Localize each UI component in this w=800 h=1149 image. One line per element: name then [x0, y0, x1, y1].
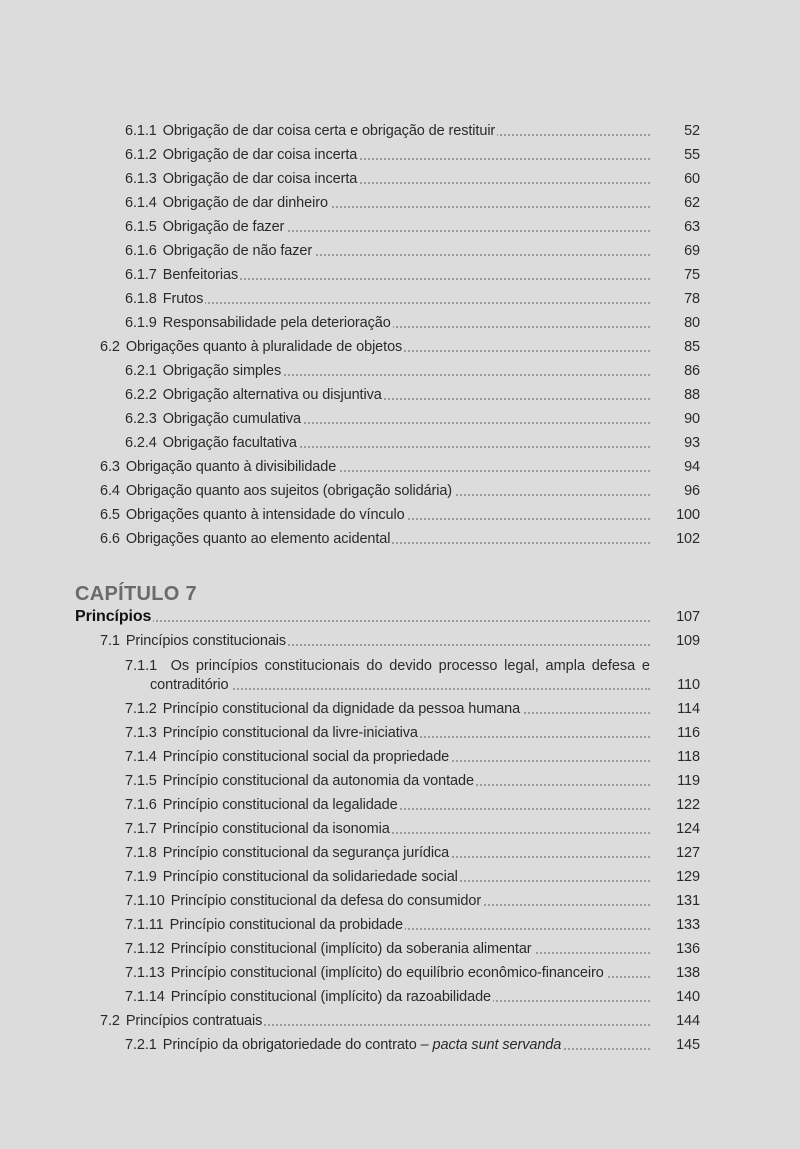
page-number: 93: [684, 435, 700, 451]
toc-entry[interactable]: [0, 241, 800, 265]
toc-entry-title: [125, 699, 522, 719]
toc-entry-title: [125, 361, 283, 381]
toc-entry-text: Princípio constitucional (implícito) da razoabilidade: [170, 989, 492, 1005]
toc-entry-title: [125, 843, 451, 863]
toc-entry-number: 6.4: [100, 483, 120, 499]
toc-entry[interactable]: [0, 963, 800, 987]
page-number: 109: [676, 633, 700, 649]
toc-entry[interactable]: [0, 891, 800, 915]
page-number: 62: [684, 195, 700, 211]
toc-entry-number: 7.1: [100, 633, 120, 649]
page-number: 75: [684, 267, 700, 283]
toc-entry-number: 7.1.11: [125, 917, 164, 933]
toc-entry-title: [125, 1035, 563, 1055]
page-number: 110: [677, 677, 700, 693]
toc-entry-text: Obrigação de não fazer: [162, 243, 313, 259]
chapter-label: CAPÍTULO 7: [75, 583, 197, 605]
toc-entry-title: [125, 289, 205, 309]
toc-entry-title: [125, 433, 299, 453]
page-number: 102: [676, 531, 700, 547]
toc-entry[interactable]: [0, 385, 800, 409]
toc-entry-number: 6.1.6: [125, 243, 157, 259]
toc-entry-text: Obrigação quanto aos sujeitos (obrigação solidária): [125, 483, 453, 499]
page-number: 52: [684, 123, 700, 139]
toc-entry-text: Obrigações quanto ao elemento acidental: [125, 531, 391, 547]
page-number: 96: [684, 483, 700, 499]
toc-entry[interactable]: [0, 121, 800, 145]
toc-entry-title: [125, 121, 497, 141]
page-number: 86: [684, 363, 700, 379]
toc-entry[interactable]: [0, 795, 800, 819]
toc-entry-text: Princípio constitucional (implícito) da soberania alimentar: [170, 941, 532, 957]
toc-entry[interactable]: [0, 529, 800, 553]
toc-entry-number: 6.1.8: [125, 291, 157, 307]
toc-entry-text: Obrigação de dar coisa certa e obrigação de restituir: [162, 123, 496, 139]
toc-entry[interactable]: [0, 169, 800, 193]
toc-entry-number: 6.1.1: [125, 123, 157, 139]
toc-entry-title: [125, 747, 451, 767]
toc-entry-text: Princípio constitucional social da propriedade: [162, 749, 450, 765]
toc-entry[interactable]: [0, 481, 800, 505]
toc-entry[interactable]: [0, 819, 800, 843]
page-number: 144: [676, 1013, 700, 1029]
toc-entry-number: 6.2.1: [125, 363, 157, 379]
toc-entry-number: 7.1.3: [125, 725, 157, 741]
toc-entry[interactable]: [0, 193, 800, 217]
toc-entry-title: [125, 241, 314, 261]
toc-entry-number: 6.2.2: [125, 387, 157, 403]
toc-entry-title: [100, 505, 407, 525]
page-number: 69: [684, 243, 700, 259]
toc-entry-text: Obrigação de dar coisa incerta: [162, 171, 358, 187]
toc-entry-text: Obrigação cumulativa: [162, 411, 301, 427]
toc-entry-text: Princípio constitucional (implícito) do equilíbrio econômico-financeiro: [170, 965, 604, 981]
page-number: 100: [676, 507, 700, 523]
toc-entry-text-line1: Os princípios constitucionais do devido processo legal, ampla defesa e: [170, 658, 650, 674]
toc-entry-text: Frutos: [162, 291, 204, 307]
toc-entry-number: 7.1.5: [125, 773, 157, 789]
toc-entry-text: Princípio constitucional da solidariedade social: [162, 869, 458, 885]
page-number: 127: [676, 845, 700, 861]
toc-entry-title: [125, 987, 493, 1007]
toc-entry[interactable]: [0, 289, 800, 313]
toc-entry-number: 7.1.6: [125, 797, 157, 813]
toc-entry-title: [125, 169, 359, 189]
page-number: 124: [676, 821, 700, 837]
toc-entry[interactable]: [0, 699, 800, 723]
toc-entry-text: Princípio da obrigatoriedade do contrato –: [162, 1037, 429, 1053]
toc-entry-number: 7.1.2: [125, 701, 157, 717]
toc-entry-text: Obrigação de dar dinheiro: [162, 195, 328, 211]
toc-entry-number: 7.1.7: [125, 821, 157, 837]
toc-entry-text: Obrigação alternativa ou disjuntiva: [162, 387, 382, 403]
toc-entry-title: [100, 529, 392, 549]
toc-entry[interactable]: [0, 505, 800, 529]
toc-entry-number: 7.1.14: [125, 989, 165, 1005]
toc-entry-title: [125, 313, 393, 333]
toc-entry-text: Princípios contratuais: [125, 1013, 263, 1029]
toc-entry-multiline[interactable]: [125, 656, 650, 676]
toc-entry[interactable]: [0, 915, 800, 939]
toc-entry[interactable]: [0, 747, 800, 771]
toc-entry-number: 6.3: [100, 459, 120, 475]
toc-entry-text: Obrigações quanto à intensidade do vínculo: [125, 507, 405, 523]
toc-entry-text: Benfeitorias: [162, 267, 239, 283]
page-number: 85: [684, 339, 700, 355]
toc-entry-number: 6.2.3: [125, 411, 157, 427]
toc-entry-text: Obrigações quanto à pluralidade de objetos: [125, 339, 403, 355]
toc-entry[interactable]: [0, 433, 800, 457]
toc-entry-text: Obrigação facultativa: [162, 435, 297, 451]
page-number: 131: [676, 893, 700, 909]
toc-entry-title: [125, 217, 286, 237]
toc-entry-title: [125, 963, 606, 983]
toc-entry[interactable]: [0, 409, 800, 433]
toc-entry[interactable]: [0, 723, 800, 747]
toc-entry-text: Princípio constitucional da isonomia: [162, 821, 390, 837]
toc-entry-text: Princípio constitucional da segurança jurídica: [162, 845, 450, 861]
toc-entry[interactable]: [0, 939, 800, 963]
page-number: 90: [684, 411, 700, 427]
toc-entry-number: 6.1.5: [125, 219, 157, 235]
toc-entry[interactable]: [0, 987, 800, 1011]
toc-entry-number: 6.5: [100, 507, 120, 523]
toc-entry[interactable]: [0, 843, 800, 867]
toc-entry-title: [125, 145, 359, 165]
toc-entry-number: 7.1.10: [125, 893, 165, 909]
toc-entry-title: [100, 631, 288, 651]
leader-dots: [75, 620, 650, 622]
toc-entry-title: [125, 193, 330, 213]
page-number: 122: [676, 797, 700, 813]
toc-entry-title: [100, 1011, 264, 1031]
toc-entry-text: Princípio constitucional da legalidade: [162, 797, 398, 813]
page-number: 133: [676, 917, 700, 933]
toc-entry-text: Princípio constitucional da autonomia da vontade: [162, 773, 474, 789]
toc-entry[interactable]: [0, 265, 800, 289]
toc-entry[interactable]: [0, 631, 800, 655]
toc-entry-number: 6.2.4: [125, 435, 157, 451]
toc-entry-continuation[interactable]: [0, 675, 800, 699]
page-number: 80: [684, 315, 700, 331]
page-number: 119: [677, 773, 700, 789]
toc-entry-text: Obrigação de dar coisa incerta: [162, 147, 358, 163]
toc-entry-number: 7.1.1: [125, 658, 158, 674]
toc-entry[interactable]: [0, 313, 800, 337]
toc-entry-number: 7.1.8: [125, 845, 157, 861]
toc-entry-text-line2: contraditório: [150, 677, 229, 693]
chapter-title-row[interactable]: [0, 607, 800, 631]
toc-entry-number: 6.6: [100, 531, 120, 547]
toc-entry-title: [125, 819, 392, 839]
page-number: 94: [684, 459, 700, 475]
toc-entry-title: [100, 457, 338, 477]
toc-entry-title: [125, 723, 420, 743]
page-number: 116: [677, 725, 700, 741]
toc-entry[interactable]: [0, 361, 800, 385]
toc-entry-text: Princípio constitucional da livre-iniciativa: [162, 725, 418, 741]
toc-entry-text: Responsabilidade pela deterioração: [162, 315, 391, 331]
toc-entry-number: 7.1.13: [125, 965, 165, 981]
page-number: 60: [684, 171, 700, 187]
toc-entry[interactable]: [0, 457, 800, 481]
toc-entry-text: Obrigação quanto à divisibilidade: [125, 459, 337, 475]
page-number: 118: [677, 749, 700, 765]
chapter-title: Princípios: [75, 608, 152, 625]
page-number: 63: [684, 219, 700, 235]
toc-entry-title: [100, 337, 404, 357]
toc-entry-text: Princípios constitucionais: [125, 633, 287, 649]
toc-entry-number: 7.1.4: [125, 749, 157, 765]
toc-entry-number: 6.2: [100, 339, 120, 355]
toc-entry[interactable]: [0, 867, 800, 891]
toc-entry[interactable]: [0, 145, 800, 169]
page-number: 88: [684, 387, 700, 403]
toc-entry-text: Princípio constitucional da defesa do consumidor: [170, 893, 482, 909]
page-number: 145: [676, 1037, 700, 1053]
toc-entry-title: [125, 915, 405, 935]
toc-entry-text: Princípio constitucional da probidade: [169, 917, 403, 933]
page-number: 114: [677, 701, 700, 717]
toc-entry-text: Obrigação de fazer: [162, 219, 285, 235]
toc-entry-number: 6.1.2: [125, 147, 157, 163]
toc-entry[interactable]: [0, 1035, 800, 1059]
toc-entry-title: [125, 795, 400, 815]
page-number: 107: [676, 609, 700, 625]
toc-entry-number: 6.1.9: [125, 315, 157, 331]
toc-entry-number: 7.1.9: [125, 869, 157, 885]
toc-entry-text: Princípio constitucional da dignidade da pessoa humana: [162, 701, 521, 717]
page-number: 55: [684, 147, 700, 163]
toc-entry-number: 7.2: [100, 1013, 120, 1029]
page-number: 78: [684, 291, 700, 307]
toc-entry[interactable]: [0, 771, 800, 795]
toc-entry[interactable]: [0, 1011, 800, 1035]
page-number: 129: [676, 869, 700, 885]
page-number: 136: [676, 941, 700, 957]
toc-entry-number: 6.1.7: [125, 267, 157, 283]
toc-entry-title: [125, 891, 483, 911]
toc-entry-text: Obrigação simples: [162, 363, 282, 379]
toc-entry[interactable]: [0, 337, 800, 361]
toc-entry-number: 7.2.1: [125, 1037, 157, 1053]
toc-entry-number: 6.1.4: [125, 195, 157, 211]
toc-entry-title: [125, 385, 384, 405]
toc-entry-title: [125, 867, 460, 887]
toc-entry-title: [125, 771, 476, 791]
toc-entry-number: 6.1.3: [125, 171, 157, 187]
toc-entry-title: [125, 409, 303, 429]
toc-entry-latin-text: pacta sunt servanda: [432, 1037, 562, 1053]
page-number: 140: [676, 989, 700, 1005]
page-number: 138: [676, 965, 700, 981]
toc-entry-title: [125, 265, 240, 285]
toc-entry[interactable]: [0, 217, 800, 241]
toc-entry-number: 7.1.12: [125, 941, 165, 957]
toc-entry-title: [100, 481, 454, 501]
toc-entry-title: [125, 939, 534, 959]
